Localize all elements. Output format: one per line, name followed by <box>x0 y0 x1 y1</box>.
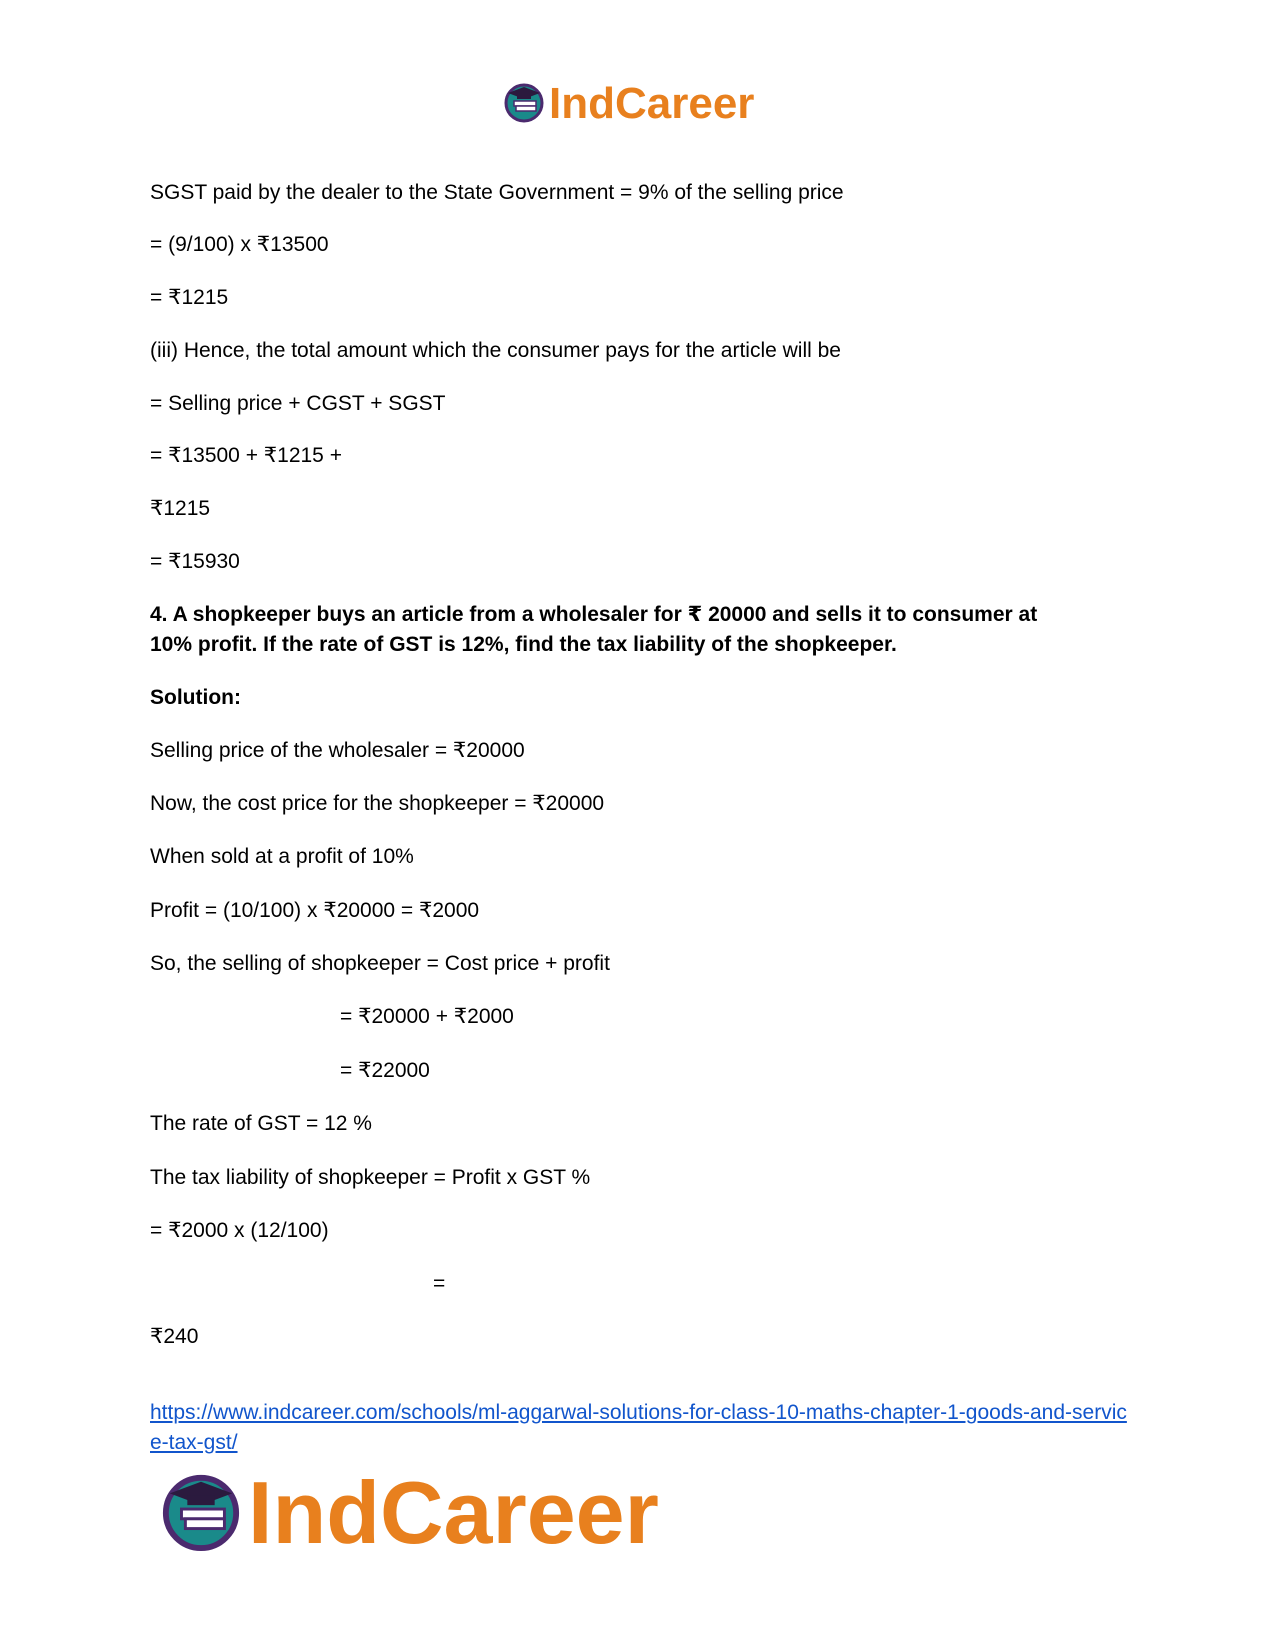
graduation-books-globe-icon <box>503 81 545 128</box>
question-text-line1: 4. A shopkeeper buys an article from a wholesaler for ₹ 20000 and sells it to consumer at <box>150 603 1038 626</box>
question-text-line2: 10% profit. If the rate of GST is 12%, find the tax liability of the shopkeeper. <box>150 633 897 656</box>
header-logo <box>503 80 754 128</box>
solution-label: Solution: <box>150 686 241 709</box>
text-line: = ₹1215 <box>150 286 229 309</box>
solution-line: The tax liability of shopkeeper = Profit x GST % <box>150 1166 591 1189</box>
footer-logo <box>160 1463 659 1562</box>
solution-line: = <box>433 1272 446 1295</box>
brand-name: IndCareer <box>549 79 755 128</box>
solution-line: = ₹20000 + ₹2000 <box>340 1005 514 1028</box>
solution-line: The rate of GST = 12 % <box>150 1112 372 1135</box>
text-line: = (9/100) x ₹13500 <box>150 233 329 256</box>
text-line: SGST paid by the dealer to the State Government = 9% of the selling price <box>150 181 844 204</box>
solution-line: = ₹22000 <box>340 1059 430 1082</box>
solution-line: Selling price of the wholesaler = ₹20000 <box>150 739 525 762</box>
source-link[interactable]: https://www.indcareer.com/schools/ml-aggarwal-solutions-for-class-10-maths-chapter-1-goods-and-service-tax-gst/ <box>150 1401 1127 1454</box>
solution-line: = ₹2000 x (12/100) <box>150 1219 329 1242</box>
brand-name: IndCareer <box>248 1463 659 1562</box>
text-line: = ₹15930 <box>150 550 240 573</box>
solution-line: ₹240 <box>150 1325 199 1348</box>
solution-line: So, the selling of shopkeeper = Cost price + profit <box>150 952 610 975</box>
text-line: = ₹13500 + ₹1215 + <box>150 444 342 467</box>
text-line: ₹1215 <box>150 497 211 520</box>
graduation-books-globe-icon <box>160 1470 242 1557</box>
text-line: = Selling price + CGST + SGST <box>150 392 446 415</box>
solution-line: When sold at a profit of 10% <box>150 845 414 868</box>
solution-line: Now, the cost price for the shopkeeper = ₹20000 <box>150 792 605 815</box>
text-line: (iii) Hence, the total amount which the consumer pays for the article will be <box>150 339 841 362</box>
solution-line: Profit = (10/100) x ₹20000 = ₹2000 <box>150 899 480 922</box>
